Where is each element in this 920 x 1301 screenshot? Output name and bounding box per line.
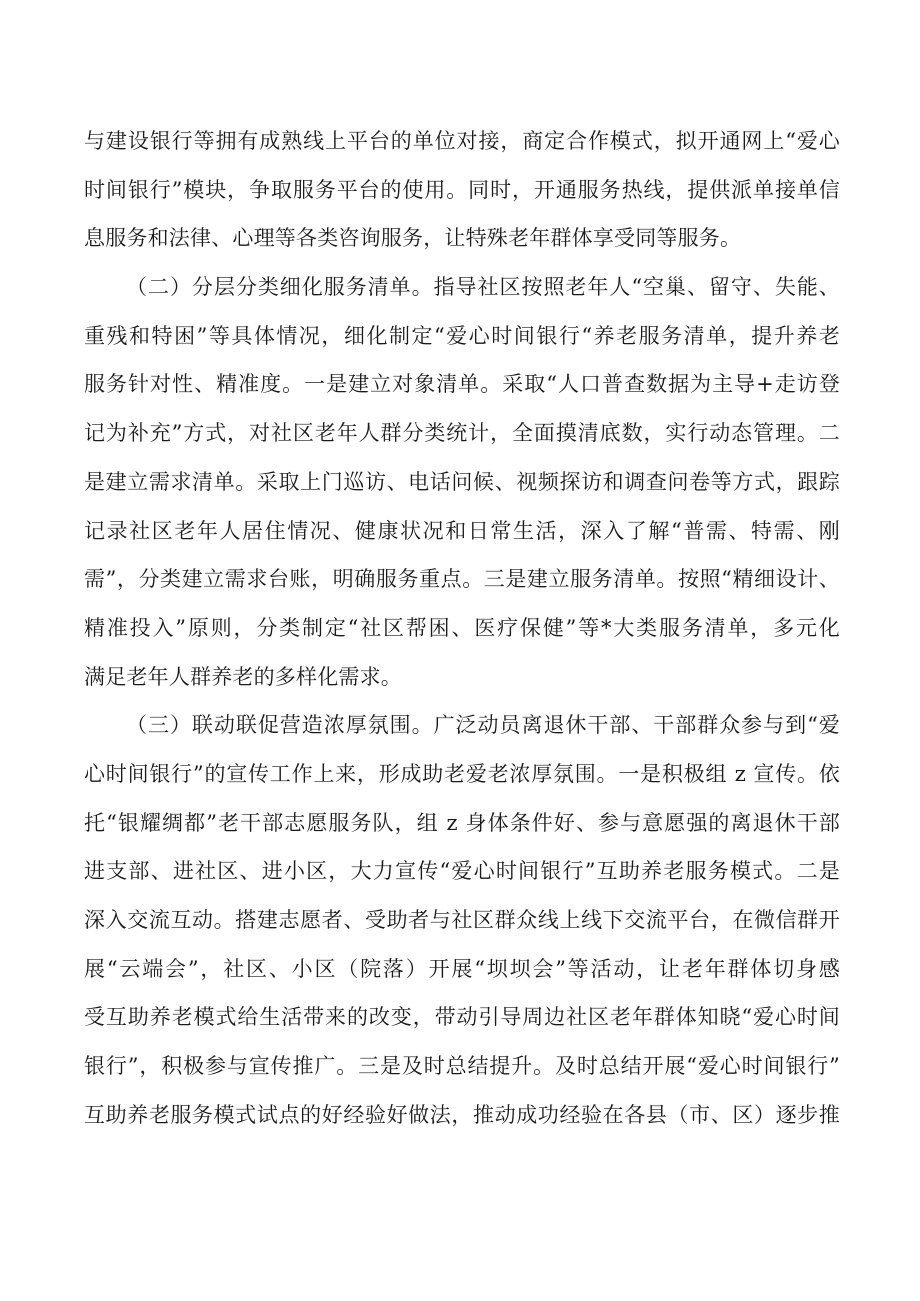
text-line: 展“云端会”，社区、小区（院落）开展“坝坝会”等活动，让老年群体切身感	[84, 956, 840, 981]
text-line: 互助养老服务模式试点的好经验好做法，推动成功经验在各县（市、区）逐步推	[84, 1102, 840, 1127]
text-line: 重残和特困”等具体情况，细化制定“爱心时间银行“养老服务清单，提升养老	[84, 323, 840, 348]
text-line: 银行”，积极参与宣传推广。三是及时总结提升。及时总结开展“爱心时间银行”	[84, 1054, 840, 1079]
text-line: 托“银耀绸都”老干部志愿服务队，组 z 身体条件好、参与意愿强的离退休干部	[84, 810, 840, 835]
text-line: 进支部、进社区、进小区，大力宣传“爱心时间银行”互助养老服务模式。二是	[84, 859, 840, 884]
text-line: 心时间银行”的宣传工作上来，形成助老爱老浓厚氛围。一是积极组 z 宣传。依	[84, 761, 840, 786]
text-line: 息服务和法律、心理等各类咨询服务，让特殊老年群体享受同等服务。	[84, 226, 742, 251]
text-line: 记录社区老年人居住情况、健康状况和日常生活，深入了解“普需、特需、刚	[84, 518, 840, 543]
text-line: 是建立需求清单。采取上门巡访、电话问候、视频探访和调查问卷等方式，跟踪	[84, 469, 840, 494]
text-line: 深入交流互动。搭建志愿者、受助者与社区群众线上线下交流平台，在微信群开	[84, 908, 840, 932]
paragraph-service-list	[84, 267, 840, 705]
text-line: 与建设银行等拥有成熟线上平台的单位对接，商定合作模式，拟开通网上“爱心	[84, 129, 840, 153]
text-line: 满足老年人群养老的多样化需求。	[84, 664, 402, 689]
text-line: （二）分层分类细化服务清单。指导社区按照老年人“空巢、留守、失能、	[126, 275, 840, 300]
text-line: （三）联动联促营造浓厚氛围。广泛动员离退休干部、干部群众参与到“爱	[126, 713, 840, 738]
paragraph-atmosphere	[84, 705, 840, 1143]
text-line: 需”，分类建立需求台账，明确服务重点。三是建立服务清单。按照“精细设计、	[84, 567, 840, 592]
text-line: 时间银行”模块，争取服务平台的使用。同时，开通服务热线，提供派单接单信	[84, 177, 840, 202]
text-line: 精准投入”原则，分类制定“社区帮困、医疗保健”等*大类服务清单，多元化	[84, 615, 840, 640]
document-body	[84, 121, 840, 1143]
text-line: 受互助养老模式给生活带来的改变，带动引导周边社区老年群体知晓“爱心时间	[84, 1005, 840, 1030]
text-line: 服务针对性、精准度。一是建立对象清单。采取“人口普查数据为主导+走访登	[84, 372, 840, 397]
text-line: 记为补充”方式，对社区老年人群分类统计，全面摸清底数，实行动态管理。二	[84, 421, 840, 446]
paragraph-online-platform	[84, 121, 840, 267]
